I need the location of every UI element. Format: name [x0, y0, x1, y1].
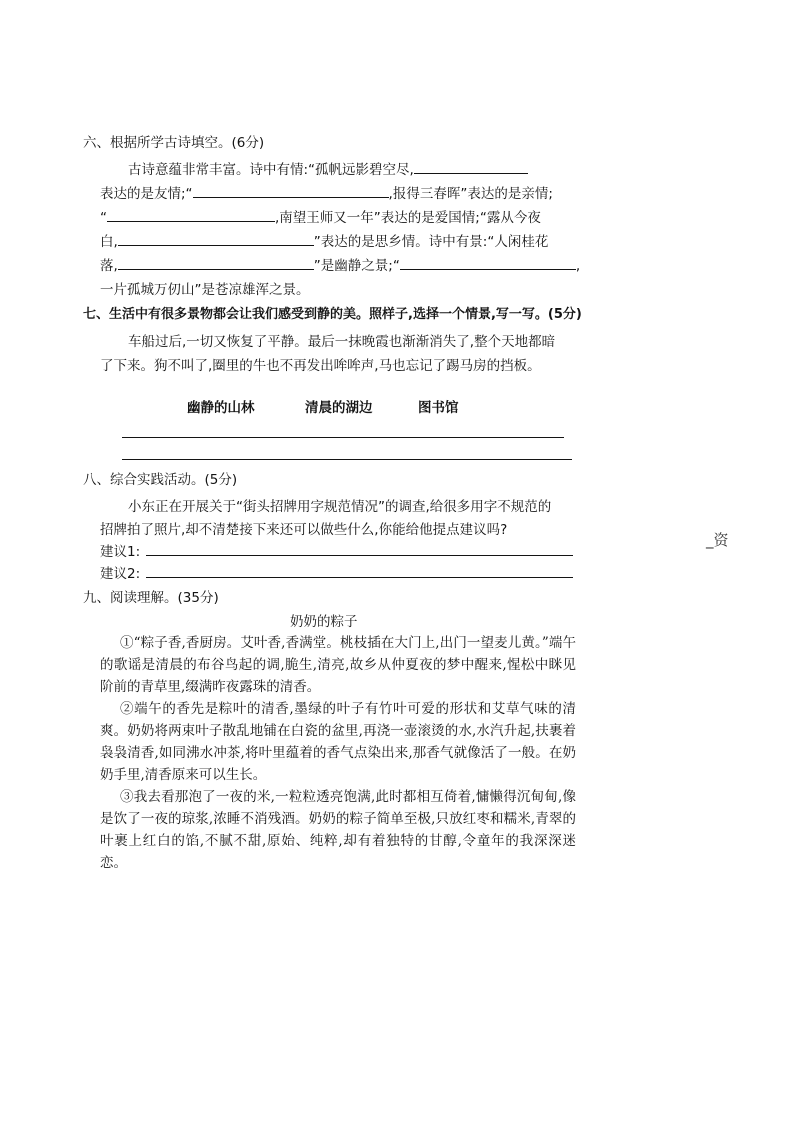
suggestion-2-label: 建议2: — [100, 566, 141, 582]
q6-text: ,南望王师又一年”表达的是爱国情;“露从今夜 — [275, 210, 541, 226]
q8-text-line-1: 小东正在开展关于“街头招牌用字规范情况”的调查,给很多用字不规范的 — [128, 499, 552, 515]
blank-4[interactable] — [118, 232, 314, 246]
q8-text-line-2: 招牌拍了照片,却不清楚接下来还可以做些什么,你能给他提点建议吗? — [100, 522, 508, 538]
q9-heading: 九、阅读理解。(35分) — [83, 590, 219, 606]
q6-line-4 — [100, 232, 548, 252]
q7-example-line-2: 了下来。狗不叫了,圈里的牛也不再发出哞哞声,马也忘记了踢马房的挡板。 — [100, 358, 541, 374]
q6-text: 白, — [100, 234, 118, 250]
margin-note: _资 — [706, 531, 729, 549]
q6-text: ”表达的是思乡情。诗中有景:“人闲桂花 — [313, 234, 549, 250]
blank-5[interactable] — [118, 256, 314, 270]
q6-line-3 — [100, 208, 541, 228]
suggestion-1-line[interactable] — [146, 555, 573, 556]
q6-line-1 — [128, 160, 528, 180]
q7-example-line-1: 车船过后,一切又恢复了平静。最后一抹晚霞也渐渐消失了,整个天地都暗 — [128, 334, 556, 350]
q6-text: , — [575, 258, 581, 274]
q6-line-6: 一片孤城万仞山”是苍凉雄浑之景。 — [100, 282, 310, 298]
q7-answer-line-2[interactable] — [122, 459, 572, 460]
blank-1[interactable] — [414, 160, 528, 174]
option-library: 图书馆 — [418, 400, 459, 416]
q6-text: 古诗意蕴非常丰富。诗中有情:“孤帆远影碧空尽, — [128, 162, 414, 178]
option-morning-lake: 清晨的湖边 — [305, 400, 373, 416]
blank-6[interactable] — [400, 256, 576, 270]
q6-heading: 六、根据所学古诗填空。(6分) — [83, 135, 265, 151]
article-paragraph-3: ③我去看那泡了一夜的米,一粒粒透亮饱满,此时都相互倚着,慵懒得沉甸甸,像是饮了一夜的琼浆,浓睡不消残酒。奶奶的粽子简单至极,只放红枣和糯米,青翠的叶裹上红白的馅,不腻不甜,原始、纯粹,却有着独特的甘醇,令童年的我深深迷恋。 — [100, 789, 576, 871]
q6-text: “ — [100, 210, 107, 226]
q6-text: ,报得三春晖”表达的是亲情; — [388, 186, 553, 202]
article-paragraph-1: ①“粽子香,香厨房。艾叶香,香满堂。桃枝插在大门上,出门一望麦儿黄。”端午的歌谣是清晨的布谷鸟起的调,脆生,清亮,故乡从仲夏夜的梦中醒来,惺松中眯见阶前的青草里,缀满昨夜露珠的清香。 — [100, 635, 576, 695]
q7-answer-line-1[interactable] — [122, 437, 564, 438]
q6-text: 表达的是友情;“ — [100, 186, 193, 202]
blank-3[interactable] — [107, 208, 275, 222]
option-quiet-forest: 幽静的山林 — [187, 400, 255, 416]
q6-text: ”是幽静之景;“ — [313, 258, 400, 274]
suggestion-2-line[interactable] — [146, 577, 573, 578]
blank-2[interactable] — [193, 184, 389, 198]
q6-line-2 — [100, 184, 553, 204]
q8-heading: 八、综合实践活动。(5分) — [83, 472, 238, 488]
q7-heading: 七、生活中有很多景物都会让我们感受到静的美。照样子,选择一个情景,写一写。(5分) — [83, 307, 582, 322]
article-paragraph-2: ②端午的香先是粽叶的清香,墨绿的叶子有竹叶可爱的形状和艾草气味的清爽。奶奶将两束叶子散乱地铺在白瓷的盆里,再浇一壶滚烫的水,水汽升起,扶裹着袅袅清香,如同沸水冲茶,将叶里蕴着的香气点染出来,那香气就像活了一般。在奶奶手里,清香原来可以生长。 — [100, 701, 576, 783]
q6-line-5 — [100, 256, 580, 276]
suggestion-1-label: 建议1: — [100, 544, 141, 560]
q6-text: 落, — [100, 258, 118, 274]
article-title: 奶奶的粽子 — [290, 614, 358, 630]
